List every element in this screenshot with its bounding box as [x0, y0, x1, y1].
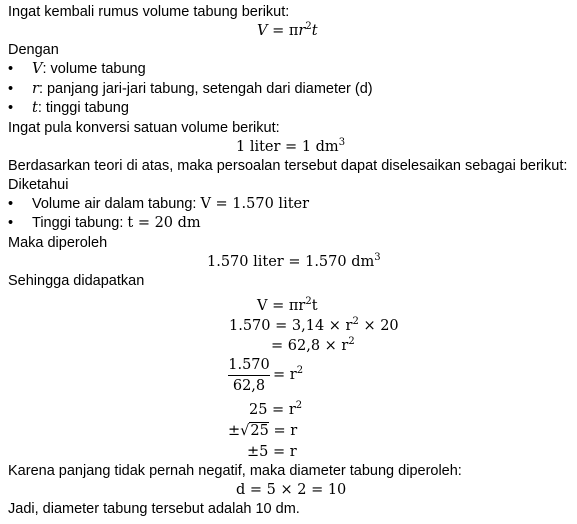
step-square-root: ±√25 = r — [228, 423, 298, 439]
fraction-numerator: 1.570 — [228, 357, 270, 373]
maka-label: Maka diperoleh — [8, 235, 108, 251]
known-height: • Tinggi tabung: t = 20 dm — [8, 215, 201, 231]
bullet: • — [8, 61, 14, 77]
karena-text: Karena panjang tidak pernah negatif, maka diameter tabung diperoleh: — [8, 463, 462, 479]
definition-r: • r: panjang jari-jari tabung, setengah dari diameter (d) — [8, 81, 373, 97]
fraction-denominator: 62,8 — [232, 378, 266, 394]
radicand: 25 — [250, 423, 269, 439]
known-volume: • Volume air dalam tabung: V = 1.570 liter — [8, 196, 310, 212]
definition-v: • V: volume tabung — [8, 61, 146, 77]
step-simplify: = $62,8 \times r^2$ — [271, 336, 355, 354]
step-formula: $V = \pi r^2t$ — [257, 296, 318, 314]
intro-text: Ingat kembali rumus volume tabung berikut: — [8, 4, 290, 20]
dengan-label: Dengan — [8, 42, 59, 58]
step-r-squared: $25 = r^2$ — [249, 400, 303, 418]
theory-text: Berdasarkan teori di atas, maka persoalan tersebut dapat diselesaikan sebagai berikut: — [8, 158, 568, 174]
fraction-bar — [228, 375, 270, 376]
volume-conversion: 1.570 liter = 1.570 $dm^3$ — [207, 252, 381, 270]
conversion-formula: 1 liter = 1 $dm^3$ — [236, 137, 346, 155]
step-substitute: $1.570 = 3,14 \times r^2 \times 20$ — [229, 316, 399, 334]
sehingga-label: Sehingga didapatkan — [8, 273, 145, 289]
diketahui-label: Diketahui — [8, 177, 69, 193]
bullet: • — [8, 100, 14, 116]
step-fraction — [228, 356, 270, 395]
volume-formula: $V = \pi r^2t$ — [257, 21, 318, 39]
bullet: • — [8, 81, 14, 97]
definition-t: • t: tinggi tabung — [8, 100, 129, 116]
step-fraction-rhs: = $r^2$ — [273, 365, 304, 383]
bullet: • — [8, 196, 14, 212]
bullet: • — [8, 215, 14, 231]
diameter-equation: d = 5 × 2 = 10 — [236, 482, 347, 498]
step-result: ±5 = r — [247, 444, 297, 460]
conclusion-text: Jadi, diameter tabung tersebut adalah 10 dm. — [8, 501, 300, 517]
conversion-intro: Ingat pula konversi satuan volume berikut: — [8, 120, 280, 136]
